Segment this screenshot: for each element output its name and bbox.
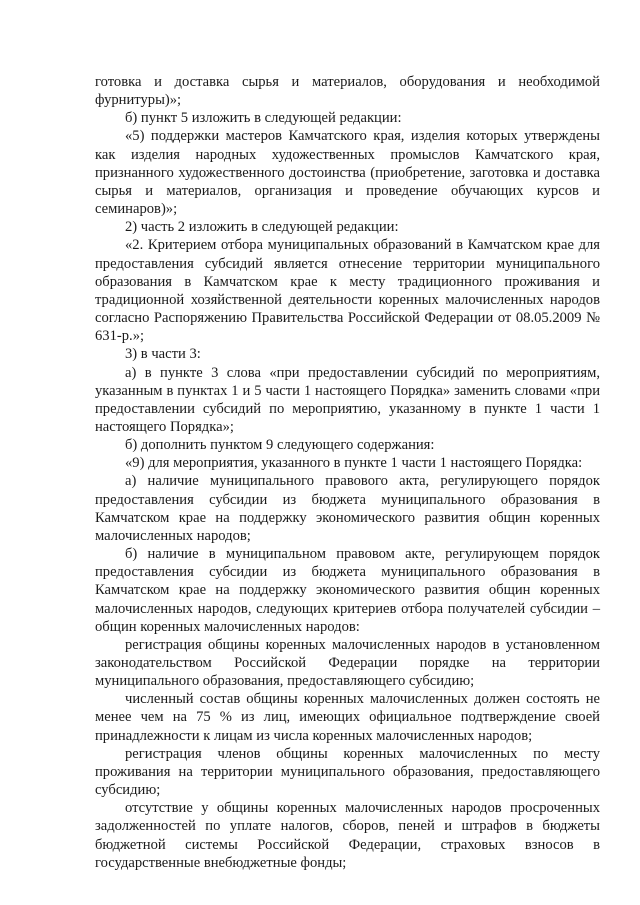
- paragraph: регистрация общины коренных малочисленных народов в установленном законодательством Российской Федерации порядке на территории муниципального образования, предоставляющего субсидию;: [95, 636, 600, 690]
- paragraph: готовка и доставка сырья и материалов, оборудования и необходимой фурнитуры)»;: [95, 74, 600, 109]
- paragraph: а) наличие муниципального правового акта, регулирующего порядок предоставления субсидии из бюджета муниципального образования в Камчатском крае на поддержку экономического развития общин коренных малочисленных народов;: [95, 473, 600, 544]
- paragraph: регистрация членов общины коренных малочисленных по месту проживания на территории муниципального образования, предоставляющего субсидию;: [95, 745, 600, 799]
- paragraph: б) пункт 5 изложить в следующей редакции:: [125, 110, 402, 127]
- paragraph: 2) часть 2 изложить в следующей редакции:: [125, 219, 399, 236]
- paragraph: б) наличие в муниципальном правовом акте, регулирующем порядок предоставления субсидии из бюджета муниципального образования в Камчатском крае на поддержку экономического развития общин коренных малочисленных народов, следующих критериев отбора получателей субсидии – общин коренных малочисленных народов:: [95, 546, 600, 635]
- document-body: [95, 73, 600, 872]
- paragraph: а) в пункте 3 слова «при предоставлении субсидий по мероприятиям, указанным в пунктах 1 и 5 части 1 настоящего Порядка» заменить словами «при предоставлении субсидий по мероприятию, указанному в пункте 1 части 1 настоящего Порядка»;: [95, 364, 600, 435]
- paragraph: 3) в части 3:: [125, 346, 201, 363]
- paragraph: численный состав общины коренных малочисленных должен состоять не менее чем на 75 % из лиц, имеющих официальное подтверждение своей принадлежности к лицам из числа коренных малочисленных народов;: [95, 691, 600, 744]
- paragraph: б) дополнить пунктом 9 следующего содержания:: [125, 437, 435, 454]
- paragraph: «2. Критерием отбора муниципальных образований в Камчатском крае для предоставления субсидий является отнесение территории муниципального образования в Камчатском крае к месту традиционного проживания и традиционной хозяйственной деятельности коренных малочисленных народов согласно Распоряжению Правительства Российской Федерации от 08.05.2009 № 631-р.»;: [95, 237, 600, 345]
- paragraph: «5) поддержки мастеров Камчатского края, изделия которых утверждены как изделия народных художественных промыслов Камчатского края, признанного художественного достоинства (приобретение, заготовка и доставка сырья и материалов, организация и проведение обучающих курсов и семинаров)»;: [95, 128, 600, 218]
- paragraph: «9) для мероприятия, указанного в пункте 1 части 1 настоящего Порядка:: [125, 455, 583, 472]
- paragraph: отсутствие у общины коренных малочисленных народов просроченных задолженностей по уплате налогов, сборов, пеней и штрафов в бюджеты бюджетной системы Российской Федерации, страховых взносов в государственные внебюджетные фонды;: [95, 800, 600, 871]
